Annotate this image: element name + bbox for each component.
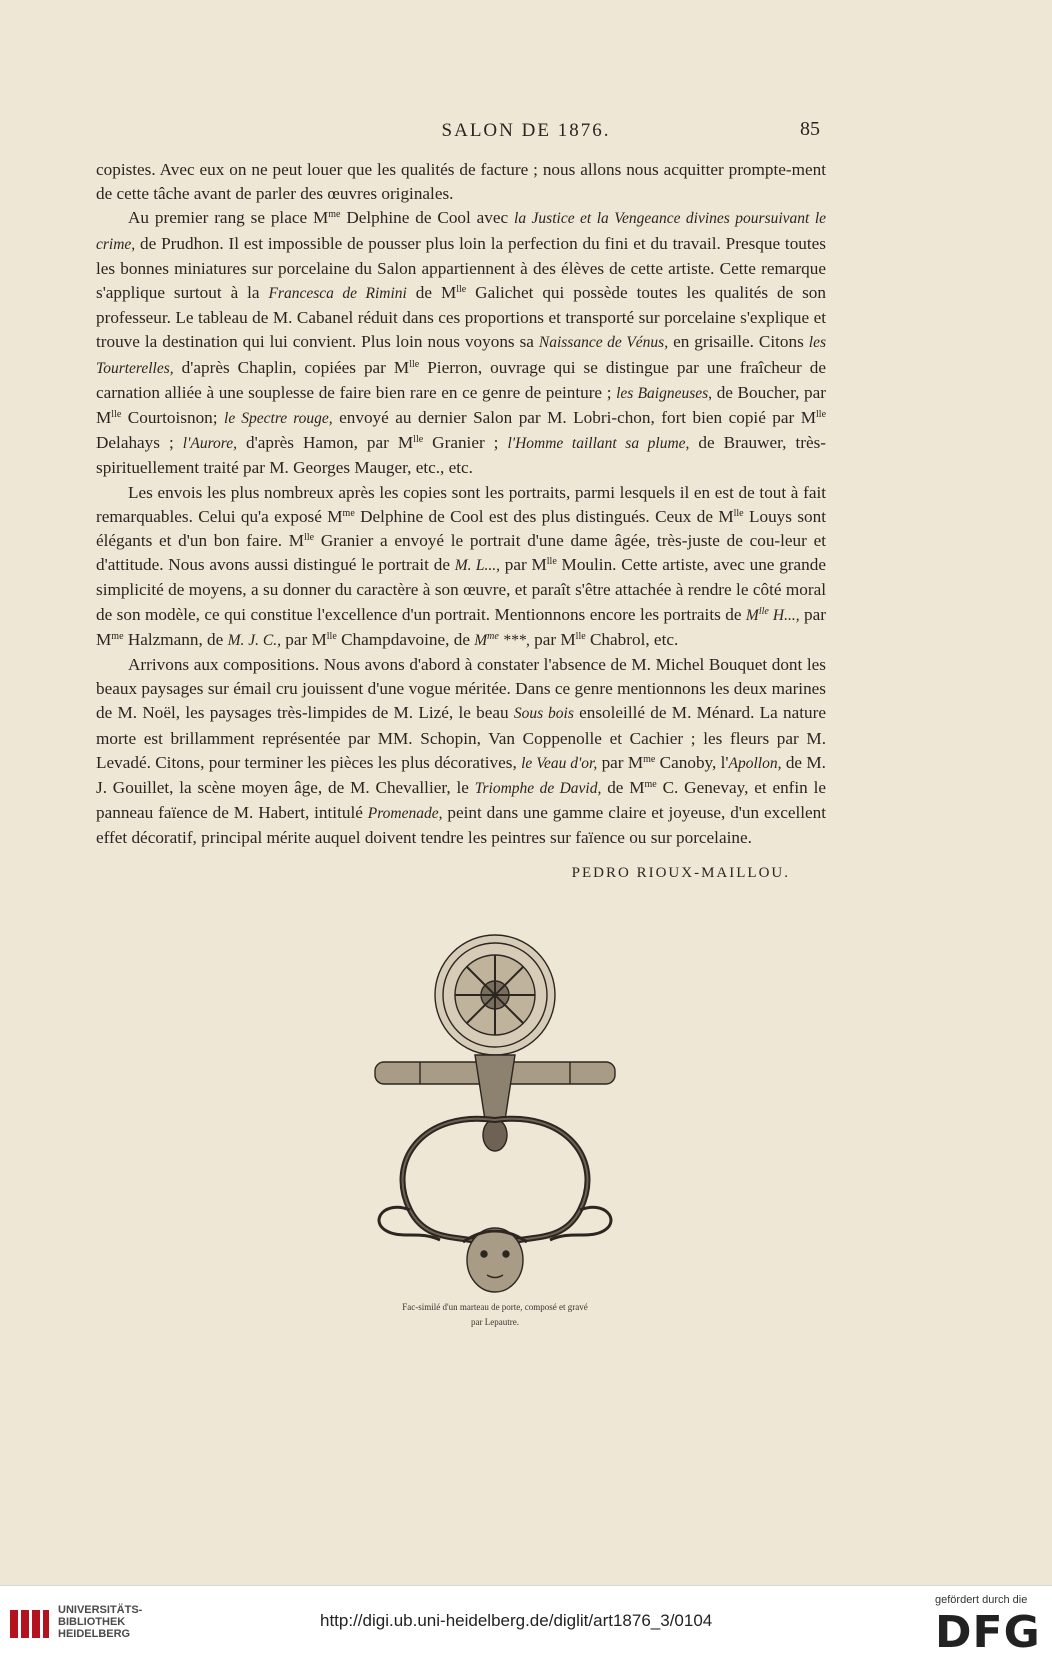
dfg-logo: DFG — [935, 1607, 1041, 1658]
running-title: SALON DE 1876. — [441, 120, 611, 141]
paragraph-3: Les envois les plus nombreux après les copies sont les portraits, parmi lesquels il en est de tout à fait remarquables. Celui qu'a exposé $M^{me}$ Delphine de Cool est des plus distingués. Ceux de $M^{lle}$ Louys sont élégants et d'un bon faire. $M^{lle}$ Granier a envoyé le portrait d'une dame âgée, très-juste de cou-leur et d'attitude. Nous avons aussi distingué le portrait de M. L..., par $M^{lle}$ Moulin. Cette artiste, avec une grande simplicité de moyens, a su donner du caractère à son œuvre, et paraît s'être attachée à rendre le côté moral de son modèle, ce qui constitue l'excellence d'un portrait. Mentionnons encore les portraits de $M^{lle}$ H..., par $M^{me}$ Halzmann, de M. J. C., par $M^{lle}$ Champdavoine, de $M^{me}$ ***, par $M^{lle}$ Chabrol, etc. — [96, 482, 826, 649]
funding-note: gefördert durch die — [935, 1594, 1028, 1606]
door-knocker-engraving — [365, 930, 625, 1300]
page-number: 85 — [800, 118, 820, 140]
author-signature: PEDRO RIOUX-MAILLOU. — [571, 864, 790, 881]
library-name: UNIVERSITÄTS- BIBLIOTHEK HEIDELBERG — [58, 1604, 143, 1640]
permalink-url[interactable]: http://digi.ub.uni-heidelberg.de/diglit/art1876_3/0104 — [320, 1611, 713, 1630]
paragraph-4: Arrivons aux compositions. Nous avons d'abord à constater l'absence de M. Michel Bouquet dont les beaux paysages sur émail cru jouissent d'une vogue méritée. Dans ce genre mentionnons les deux marines de M. Noël, les paysages très-limpides de M. Lizé, le beau Sous bois ensoleillé de M. Ménard. La nature morte est brillamment représentée par MM. Schopin, Van Coppenolle et Cachier ; les fleurs par M. Levadé. Citons, pour terminer les pièces les plus décoratives, le Veau d'or, par $M^{me}$ Canoby, l'Apollon, de M. J. Gouillet, la scène moyen âge, de M. Chevallier, le Triomphe de David, de $M^{me}$ C. Genevay, et enfin le panneau faïence de M. Habert, intitulé Promenade, peint dans une gamme claire et joyeuse, d'un excellent effet décoratif, principal mérite auquel doivent tendre les peintres sur faïence ou sur porcelaine. — [96, 655, 827, 848]
paragraph-1: copistes. Avec eux on ne peut louer que les qualités de facture ; nous allons nous acquitter prompte-ment de cette tâche avant de parler des œuvres originales. — [96, 160, 826, 204]
caption-line-1: Fac-similé d'un marteau de porte, composé et gravé — [402, 1302, 588, 1312]
article-body — [96, 158, 826, 885]
viewer-footer — [0, 1585, 1052, 1660]
illustration-caption — [330, 1300, 660, 1330]
paragraph-2: Au premier rang se place $M^{me}$ Delphine de Cool avec la Justice et la Vengeance divines poursuivant le crime, de Prudhon. Il est impossible de pousser plus loin la perfection du fini et du travail. Presque toutes les bonnes miniatures sur porcelaine du Salon appartiennent à des élèves de cette artiste. Cette remarque s'applique surtout à la Francesca de Rimini de $M^{lle}$ Galichet qui possède toutes les qualités de son professeur. Le tableau de M. Cabanel réduit dans ces proportions et transporté sur porcelaine s'explique et trouve la destination qui lui convient. Plus loin nous voyons sa Naissance de Vénus, en grisaille. Citons les Tourterelles, d'après Chaplin, copiées par $M^{lle}$ Pierron, ouvrage qui se distingue par une fraîcheur de carnation alliée à une souplesse de faire bien rare en ce genre de peinture ; les Baigneuses, de Boucher, par $M^{lle}$ Courtoisnon; le Spectre rouge, envoyé au dernier Salon par M. Lobri-chon, fort bien copié par $M^{lle}$ Delahays ; l'Aurore, d'après Hamon, par $M^{lle}$ Granier ; l'Homme taillant sa plume, de Brauwer, très-spirituellement traité par M. Georges Mauger, etc., etc. — [96, 208, 827, 478]
university-library-logo-icon — [8, 1604, 52, 1644]
caption-line-2: par Lepautre. — [471, 1317, 519, 1327]
